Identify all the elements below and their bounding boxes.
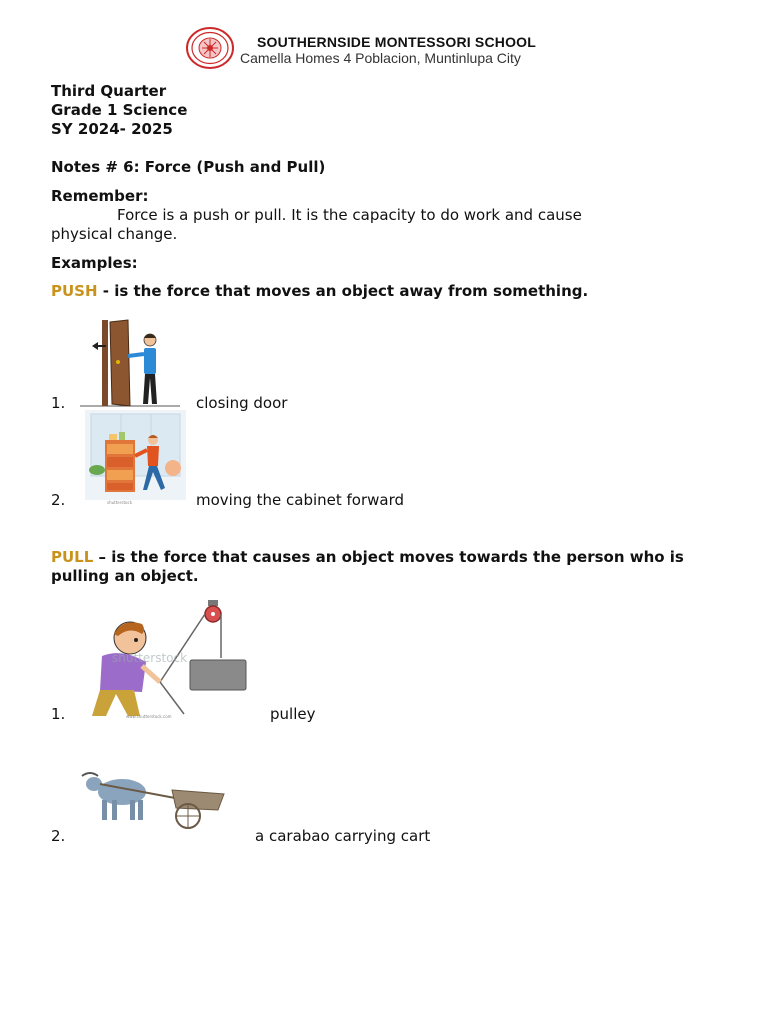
closing-door-illustration [80,318,180,410]
pull-item-2-caption: a carabao carrying cart [255,827,431,845]
school-address: Camella Homes 4 Poblacion, Muntinlupa City [240,50,521,66]
pull-definition-text: – is the force that causes an object moves towards the person who is [93,548,684,566]
quarter: Third Quarter [51,82,167,100]
notes-title: Notes # 6: Force (Push and Pull) [51,158,326,176]
push-term: PUSH [51,282,98,300]
remember-label: Remember: [51,187,149,205]
grade: Grade 1 Science [51,101,188,119]
pull-item-1-caption: pulley [270,705,316,723]
push-definition-text: - is the force that moves an object away from something. [97,282,589,300]
pull-definition-line-2: pulling an object. [51,567,199,585]
push-item-2-number: 2. [51,491,66,509]
push-item-1-caption: closing door [196,394,288,412]
push-item-2-caption: moving the cabinet forward [196,491,405,509]
push-item-1-number: 1. [51,394,66,412]
pull-definition [51,548,684,567]
school-name: SOUTHERNSIDE MONTESSORI SCHOOL [257,34,537,50]
pull-term: PULL [51,548,94,566]
pull-item-1-number: 1. [51,705,66,723]
svg-text:shutterstock: shutterstock [112,651,188,665]
remember-line-2: physical change. [51,225,178,243]
remember-line-1: Force is a push or pull. It is the capacity to do work and cause [117,206,582,224]
moving-cabinet-illustration [85,410,186,506]
school-year: SY 2024- 2025 [51,120,173,138]
carabao-cart-illustration [80,770,230,832]
pulley-illustration [72,600,250,720]
svg-text:www.shutterstock.com: www.shutterstock.com [126,714,172,719]
svg-text:shutterstock: shutterstock [107,500,133,505]
examples-label: Examples: [51,254,138,272]
push-definition [51,282,588,301]
pull-item-2-number: 2. [51,827,66,845]
school-logo [186,27,234,69]
